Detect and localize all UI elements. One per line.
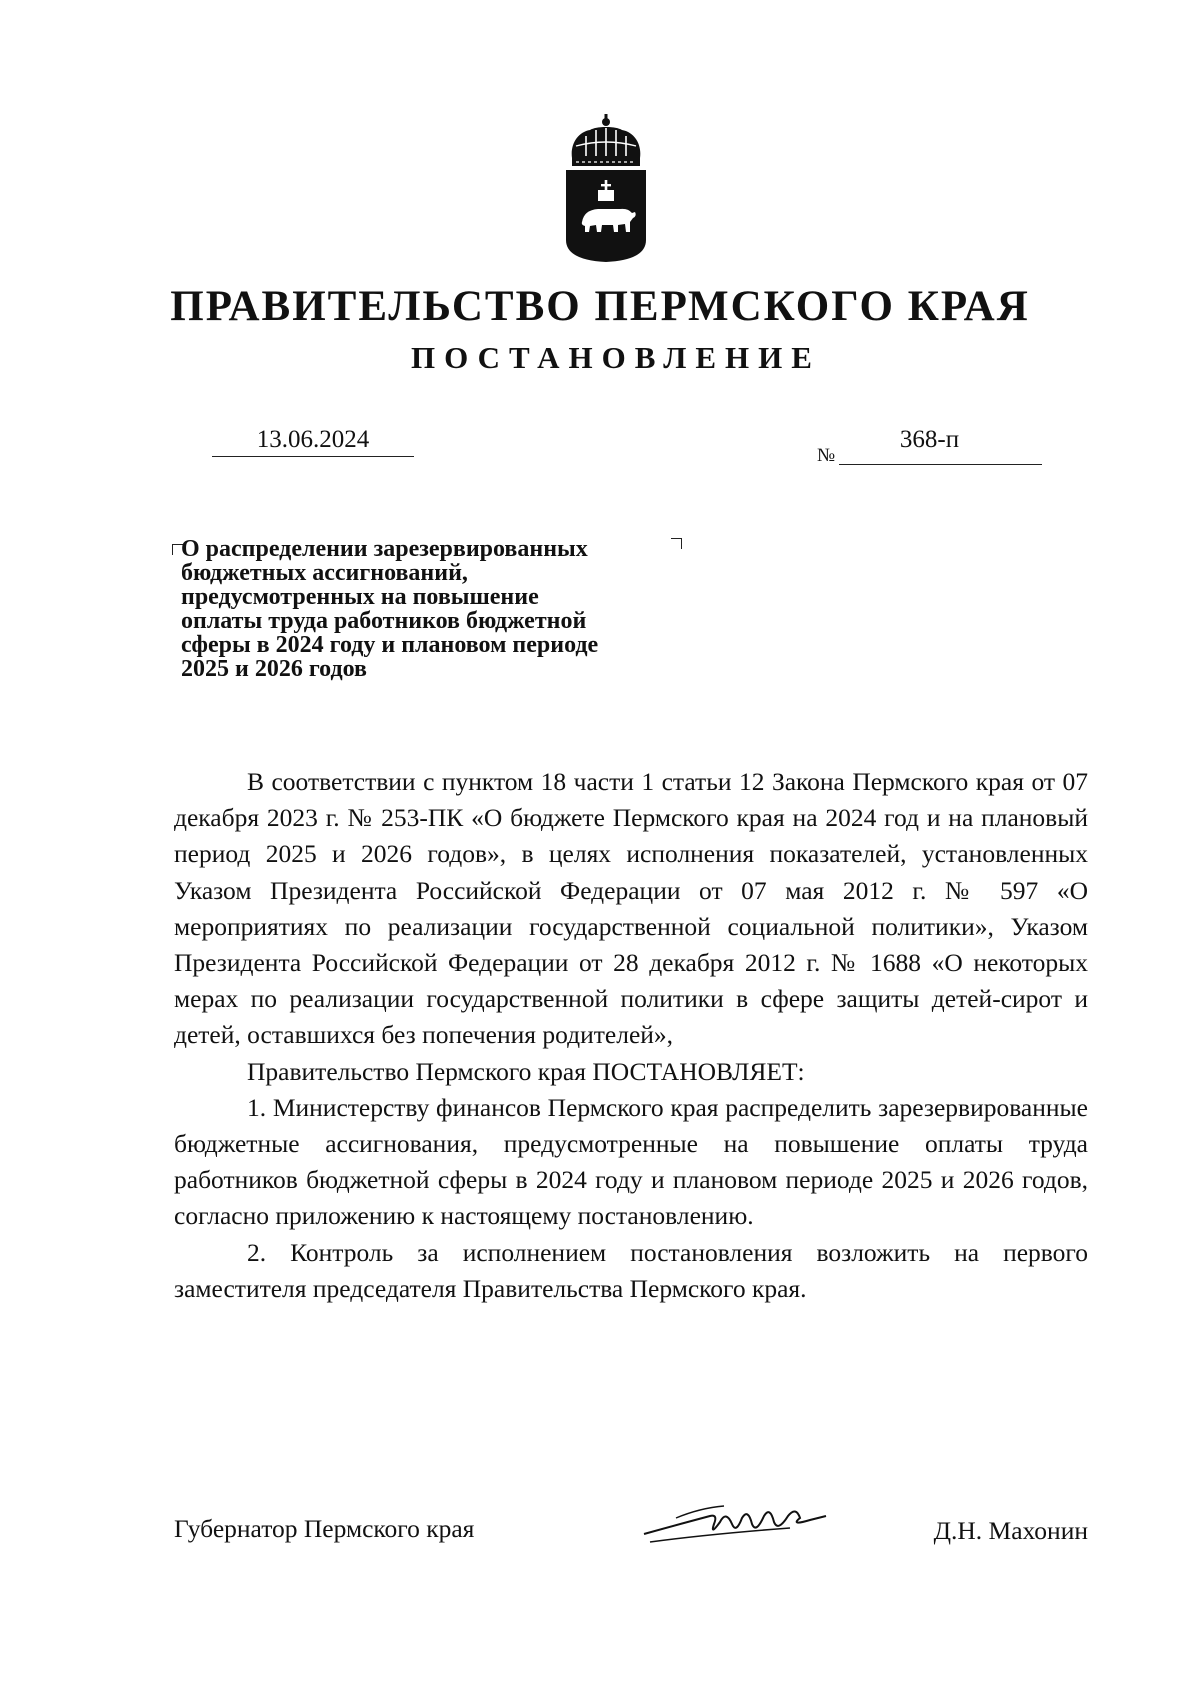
handwritten-signature-icon bbox=[640, 1494, 830, 1554]
government-title: ПРАВИТЕЛЬСТВО ПЕРМСКОГО КРАЯ bbox=[170, 283, 1030, 330]
signatory-position: Губернатор Пермского края bbox=[174, 1514, 475, 1543]
date-field bbox=[212, 424, 414, 457]
body-paragraph-resolution: Правительство Пермского края ПОСТАНОВЛЯЕТ: bbox=[247, 1056, 805, 1086]
number-sign: № bbox=[817, 445, 836, 466]
document-number: 368-п bbox=[899, 426, 960, 453]
document-subject: О распределении зарезервированных бюджетных ассигнований, предусмотренных на повышение оплаты труда работников бюджетной сферы в 2024 году и плановом периоде 2025 и 2026 годов bbox=[181, 536, 599, 682]
document-date: 13.06.2024 bbox=[256, 426, 370, 453]
document-body bbox=[174, 764, 1088, 1307]
signature-block bbox=[174, 1514, 1088, 1564]
body-paragraph-item-1: 1. Министерству финансов Пермского края распределить зарезервированные бюджетные ассигнования, предусмотренные на повышение оплаты труда работников бюджетной сферы в 2024 году и плановом периоде 2025 и 2026 годов, согласно приложению к настоящему постановлению. bbox=[174, 1092, 1088, 1231]
coat-of-arms-icon bbox=[562, 114, 650, 262]
number-underline bbox=[839, 464, 1042, 465]
document-type: ПОСТАНОВЛЕНИЕ bbox=[411, 340, 821, 375]
date-underline bbox=[212, 456, 414, 457]
body-paragraph-preamble: В соответствии с пунктом 18 части 1 статьи 12 Закона Пермского края от 07 декабря 2023 г. № 253-ПК «О бюджете Пермского края на 2024 год и на плановый период 2025 и 2026 годов», в целях исполнения показателей, установленных Указом Президента Российской Федерации от 07 мая 2012 г. № 597 «О мероприятиях по реализации государственной социальной политики», Указом Президента Российской Федерации от 28 декабря 2012 г. № 1688 «О некоторых мерах по реализации государственной политики в сфере защиты детей-сирот и детей, оставшихся без попечения родителей», bbox=[174, 767, 1088, 1050]
signatory-name: Д.Н. Махонин bbox=[933, 1516, 1088, 1545]
body-paragraph-item-2: 2. Контроль за исполнением постановления возложить на первого заместителя председателя Правительства Пермского края. bbox=[174, 1237, 1088, 1303]
